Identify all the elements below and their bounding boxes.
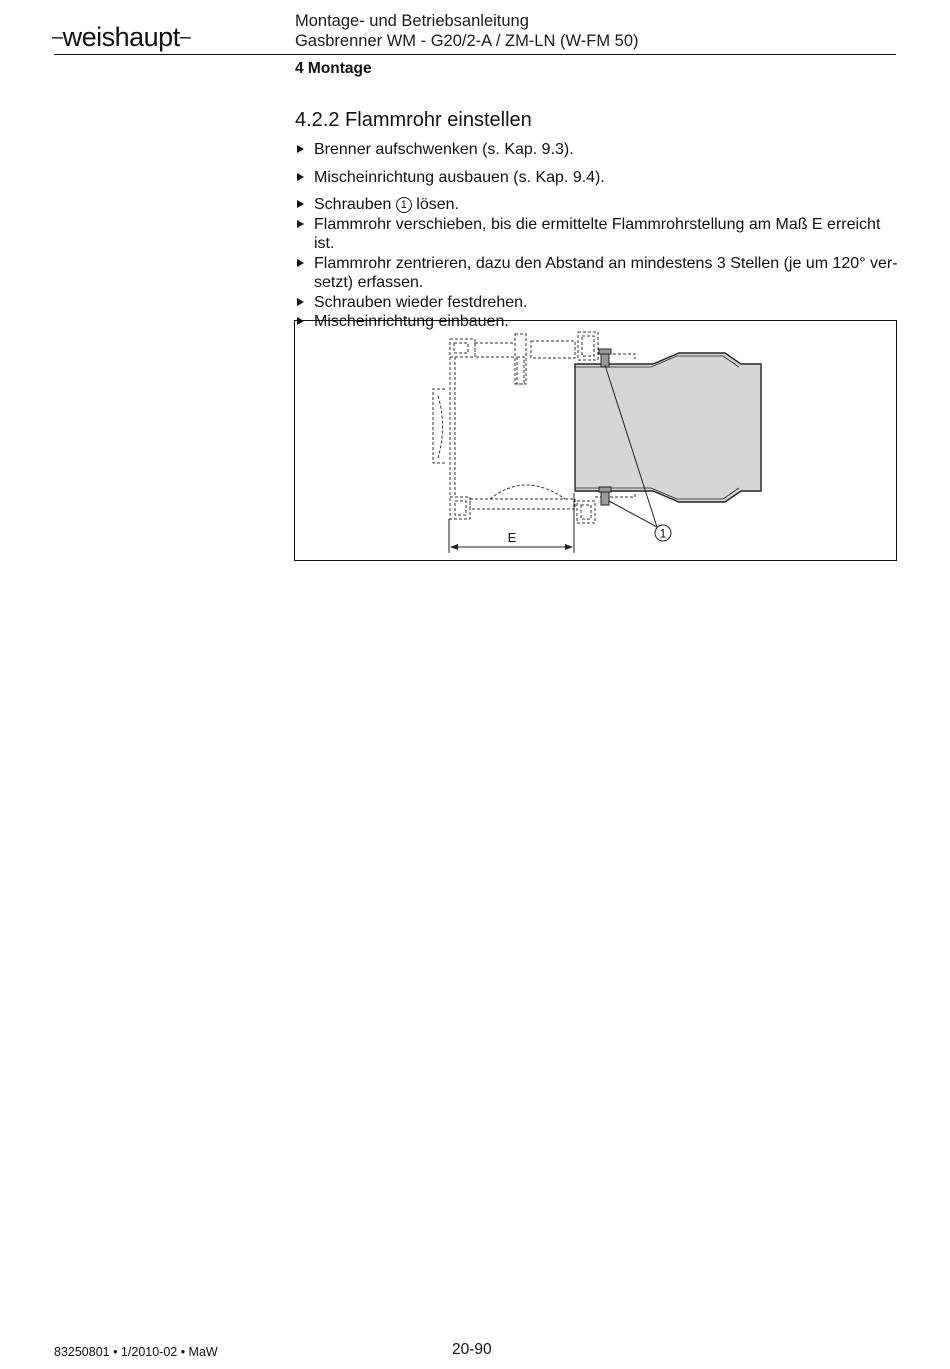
section-label: 4 Montage (295, 60, 372, 77)
document-title-line1: Montage- und Betriebsanleitung (295, 12, 529, 30)
page-heading: 4.2.2 Flammrohr einstellen (295, 109, 532, 131)
bottom-bracket (577, 501, 595, 523)
step-item: Mischeinrichtung ausbauen (s. Kap. 9.4). (295, 168, 900, 188)
bullet-arrow-icon (297, 220, 304, 228)
bullet-arrow-icon (297, 145, 304, 153)
step-item: Schrauben 1 lösen. (295, 195, 900, 215)
flame-tube (575, 353, 761, 502)
bottom-rail (470, 499, 575, 509)
bullet-arrow-icon (297, 173, 304, 181)
step-item: Flammrohr verschieben, bis die ermittelte Flammrohrstellung am Maß E erreicht ist. (295, 215, 900, 254)
step-item: Mischeinrichtung einbauen. (295, 312, 900, 332)
footer-page-number: 20-90 (452, 1341, 492, 1358)
side-knob (433, 389, 445, 463)
footer-document-code: 83250801 • 1/2010-02 • MaW (54, 1345, 218, 1359)
document-title-line2: Gasbrenner WM - G20/2-A / ZM-LN (W-FM 50) (295, 32, 639, 50)
top-rail (475, 343, 515, 357)
bullet-arrow-icon (297, 200, 304, 208)
step-item: Schrauben wieder festdrehen. (295, 293, 900, 313)
step-item: Brenner aufschwenken (s. Kap. 9.3). (295, 140, 900, 160)
flame-tube-diagram (294, 320, 897, 561)
bottom-left-block (450, 497, 470, 519)
weishaupt-logo: –weishaupt– (52, 22, 191, 52)
document-title (295, 11, 639, 51)
callout-marker: 1 (396, 197, 412, 213)
step-item: Flammrohr zentrieren, dazu den Abstand an mindestens 3 Stellen (je um 120° ver- setzt) erfassen. (295, 254, 900, 293)
callout-number: 1 (659, 526, 667, 541)
top-right-rail (531, 341, 575, 358)
step-list (295, 140, 900, 332)
dimension-label: E (507, 530, 517, 545)
header-rule (54, 54, 896, 55)
bottom-arc (490, 485, 565, 499)
flame-tube-drawing (295, 321, 896, 560)
bullet-arrow-icon (297, 259, 304, 267)
bullet-arrow-icon (297, 298, 304, 306)
